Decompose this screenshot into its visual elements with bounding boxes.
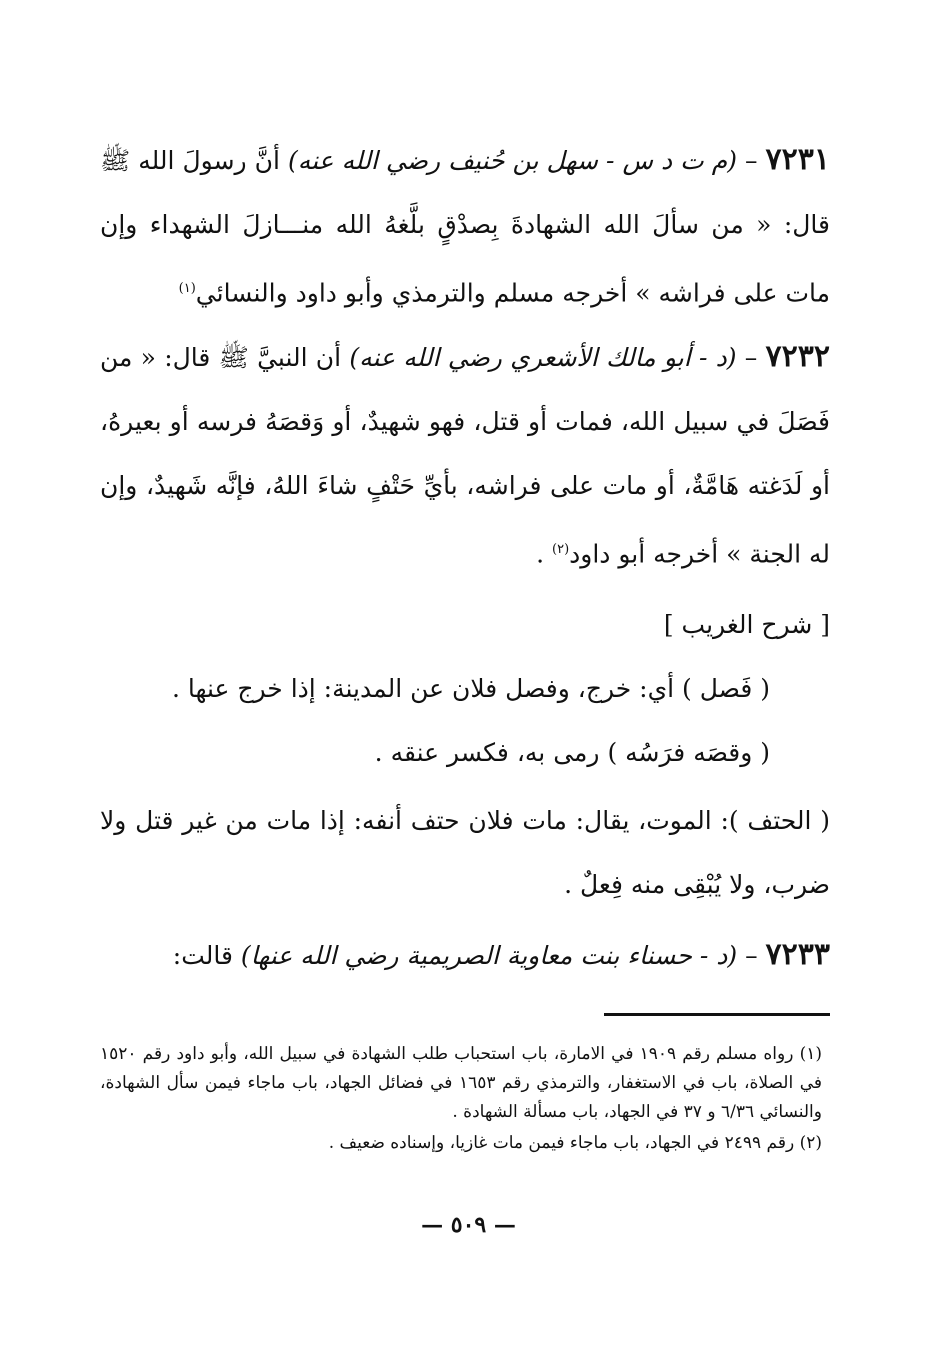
glossary-title: [ شرح الغريب ] — [663, 609, 830, 639]
hadith-text: أن النبيَّ ﷺ قال: « من فَصَلَ في سبيل الله، فمات أو قتل، فهو شهيدٌ، أو وَقصَهُ فرسه أو بعيرهُ، أو لَدَغته هَامَّةٌ، أو مات على فراشه، بأيِّ حَتْفٍ شاءَ اللهُ، فإنَّه شَهيدٌ، وإن له الجنة » أخرجه أبو داود — [100, 343, 830, 569]
footnote-1: (١) رواه مسلم رقم ١٩٠٩ في الامارة، باب استحباب طلب الشهادة في سبيل الله، وأبو داود رقم ١٥٢٠ في الصلاة، باب في الاستغفار، والترمذي رقم ١٦٥٣ في فضائل الجهاد، باب ماجاء فيمن سأل الشهادة، والنسائي ٦/٣٦ و ٣٧ في الجهاد، باب مسألة الشهادة . — [100, 1044, 822, 1122]
glossary-item: ( فَصل ) أي: خرج، وفصل فلان عن المدينة: إذا خرج عنها . — [171, 673, 770, 703]
hadith-7233: ٧٢٣٣ – (د - حسناء بنت معاوية الصريمية رضي الله عنها) قالت: — [172, 936, 830, 972]
hadith-end: . — [536, 539, 545, 569]
page-number: — ٥٠٩ — — [421, 1212, 516, 1238]
hadith-source: (م ت د س - سهل بن حُنيف رضي الله عنه) — [287, 146, 737, 175]
footnote-mark: (١) — [178, 281, 196, 296]
hadith-number: ٧٢٣٣ — [765, 936, 830, 972]
footnote-mark: (٢) — [552, 542, 570, 558]
footnote-divider — [604, 1013, 830, 1016]
hadith-7232: ٧٢٣٢ – (د - أبو مالك الأشعري رضي الله عنه) أن النبيَّ ﷺ قال: « من فَصَلَ في سبيل الله، فمات أو قتل، فهو شهيدٌ، أو وَقصَهُ فرسه أو بعيرهُ، أو لَدَغته هَامَّةٌ، أو مات على فراشه، بأيِّ حَتْفٍ شاءَ اللهُ، فإنَّه شَهيدٌ، وإن له الجنة » أخرجه أبو داود$^{(٢)}$ . — [100, 339, 830, 569]
footnotes — [100, 1040, 822, 1160]
hadith-number: ٧٢٣٢ — [765, 339, 830, 375]
hadith-number: ٧٢٣١ — [765, 142, 830, 177]
hadith-text: قالت: — [172, 940, 233, 970]
glossary-item: ( الحتف ): الموت، يقال: مات فلان حتف أنفه: إذا مات من غير قتل ولا ضرب، ولا يُبْقِى منه فِعلٌ . — [100, 805, 830, 899]
hadith-source: (د - أبو مالك الأشعري رضي الله عنه) — [349, 343, 737, 373]
main-text — [100, 128, 830, 988]
hadith-text: أنَّ رسولَ الله ﷺ قال: « من سألَ الله الشهادةَ بِصدْقٍ بلَّغهُ الله منـــازلَ الشهداء وإن مات على فراشه » أخرجه مسلم والترمذي وأبو داود والنسائي — [100, 146, 830, 308]
glossary-item: ( وقصَه فرَسُه ) رمى به، فكسر عنقه . — [374, 737, 770, 767]
hadith-7231: ٧٢٣١ – (م ت د س - سهل بن حُنيف رضي الله عنه) أنَّ رسولَ الله ﷺ قال: « من سألَ الله الشهادةَ بِصدْقٍ بلَّغهُ الله منـــازلَ الشهداء وإن مات على فراشه » أخرجه مسلم والترمذي وأبو داود والنسائي$^{(١)}$ — [100, 142, 830, 308]
footnote-2: (٢) رقم ٢٤٩٩ في الجهاد، باب ماجاء فيمن مات غازيا، وإسناده ضعيف . — [328, 1133, 822, 1153]
hadith-source: (د - حسناء بنت معاوية الصريمية رضي الله عنها) — [240, 940, 738, 970]
